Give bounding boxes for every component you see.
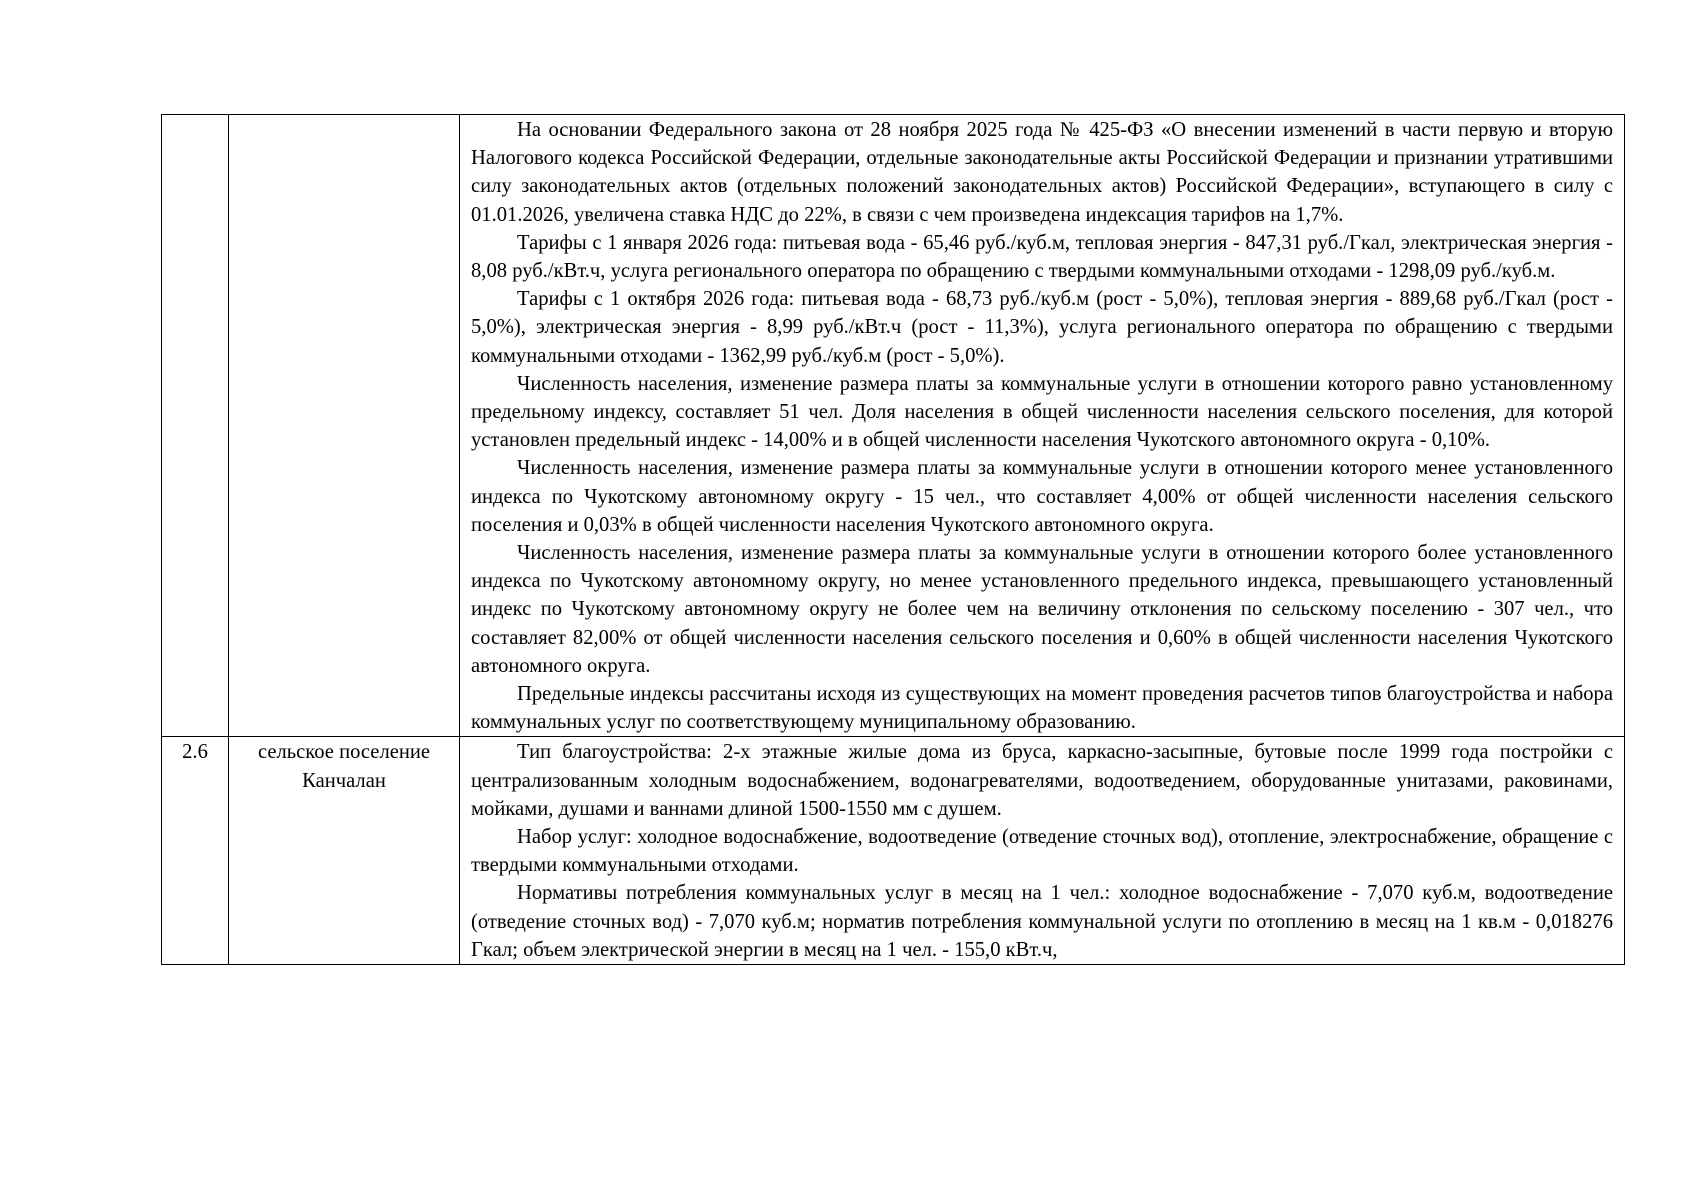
paragraph: Численность населения, изменение размера платы за коммунальные услуги в отношении которого равно установленному предельному индексу, составляет 51 чел. Доля населения в общей численности населения сельского поселения, для которой установлен предельный индекс - 14,00% и в общей численности населения Чукотского автономного округа - 0,10%. xyxy=(471,372,1613,452)
description-cell xyxy=(460,115,1625,737)
paragraph: Предельные индексы рассчитаны исходя из существующих на момент проведения расчетов типов благоустройства и набора коммунальных услуг по соответствующему муниципальному образованию. xyxy=(471,683,1613,734)
paragraph: На основании Федерального закона от 28 ноября 2025 года № 425-ФЗ «О внесении изменений в части первую и вторую Налогового кодекса Российской Федерации, отдельные законодательные акты Российской Федерации и признании утратившими силу законодательных актов (отдельных положений законодательных актов) Российской Федерации», вступающего в силу с 01.01.2026, увеличена ставка НДС до 22%, в связи с чем произведена индексация тарифов на 1,7%. xyxy=(471,119,1613,226)
paragraph: Численность населения, изменение размера платы за коммунальные услуги в отношении которого более установленного индекса по Чукотскому автономному округу, но менее установленного предельного индекса, превышающего установленный индекс по Чукотскому автономному округу не более чем на величину отклонения по сельскому поселению - 307 чел., что составляет 82,00% от общей численности населения сельского поселения и 0,60% в общей численности населения Чукотского автономного округа. xyxy=(471,542,1613,677)
row-number-cell xyxy=(162,115,229,737)
paragraph: Тарифы с 1 октября 2026 года: питьевая вода - 68,73 руб./куб.м (рост - 5,0%), тепловая энергия - 889,68 руб./Гкал (рост - 5,0%), электрическая энергия - 8,99 руб./кВт.ч (рост - 11,3%), услуга регионального оператора по обращению с твердыми коммунальными отходами - 1362,99 руб./куб.м (рост - 5,0%). xyxy=(471,288,1613,367)
municipality-name-cell: сельское поселение Канчалан xyxy=(229,737,460,965)
description-cell xyxy=(460,737,1625,965)
table-body xyxy=(162,115,1625,965)
indices-table xyxy=(161,114,1625,965)
municipality-name-cell xyxy=(229,115,460,737)
paragraph: Тип благоустройства: 2-х этажные жилые дома из бруса, каркасно-засыпные, бутовые после 1999 года постройки с централизованным холодным водоснабжением, водонагревателями, водоотведением, оборудованные унитазами, раковинами, мойками, душами и ваннами длиной 1500-1550 мм с душем. xyxy=(471,741,1613,820)
table-row xyxy=(162,115,1625,737)
table-row xyxy=(162,737,1625,965)
paragraph: Набор услуг: холодное водоснабжение, водоотведение (отведение сточных вод), отопление, электроснабжение, обращение с твердыми коммунальными отходами. xyxy=(471,826,1613,877)
paragraph: Тарифы с 1 января 2026 года: питьевая вода - 65,46 руб./куб.м, тепловая энергия - 847,31 руб./Гкал, электрическая энергия - 8,08 руб./кВт.ч, услуга регионального оператора по обращению с твердыми коммунальными отходами - 1298,09 руб./куб.м. xyxy=(471,231,1613,283)
paragraph: Нормативы потребления коммунальных услуг в месяц на 1 чел.: холодное водоснабжение - 7,070 куб.м, водоотведение (отведение сточных вод) - 7,070 куб.м; норматив потребления коммунальной услуги по отоплению в месяц на 1 кв.м - 0,018276 Гкал; объем электрической энергии в месяц на 1 чел. - 155,0 кВт.ч, xyxy=(471,882,1613,961)
paragraph: Численность населения, изменение размера платы за коммунальные услуги в отношении которого менее установленного индекса по Чукотскому автономному округу - 15 чел., что составляет 4,00% от общей численности населения сельского поселения и 0,03% в общей численности населения Чукотского автономного округа. xyxy=(471,457,1613,536)
row-number-cell: 2.6 xyxy=(162,737,229,965)
